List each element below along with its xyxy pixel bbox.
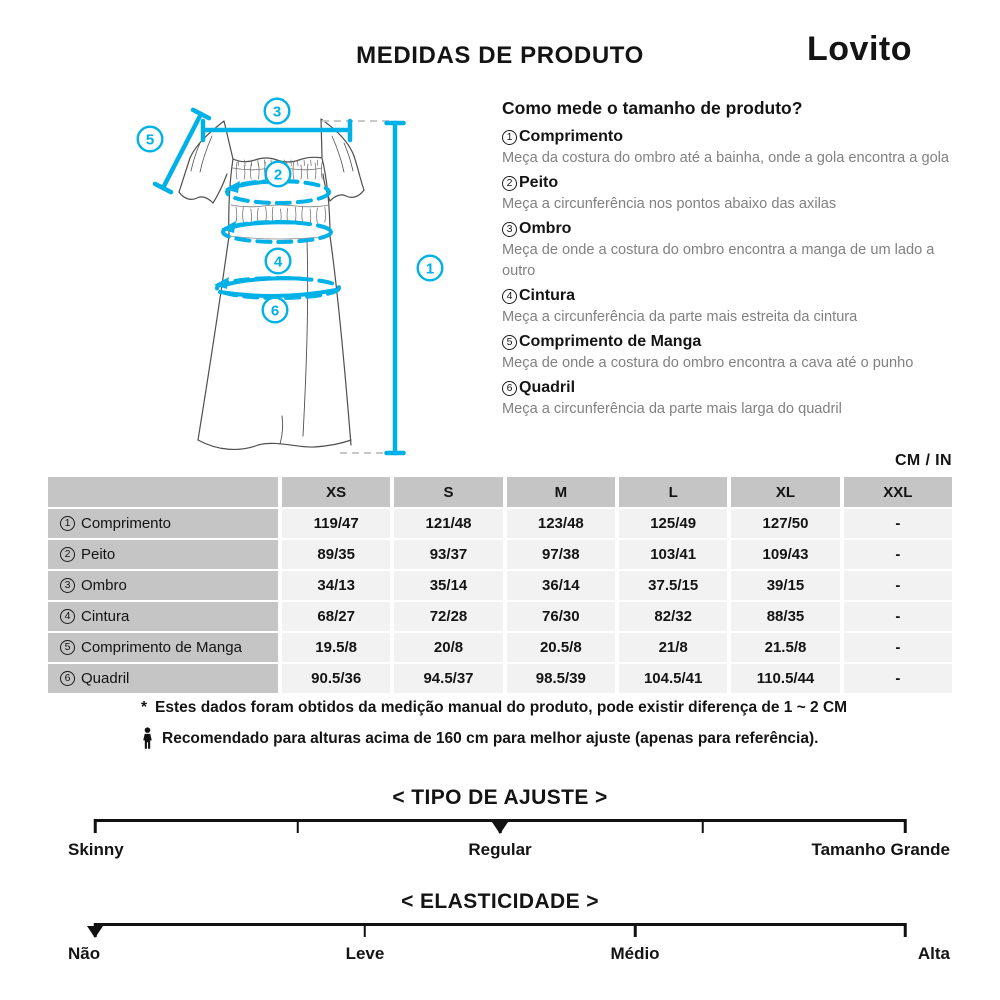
svg-text:4: 4 — [273, 253, 283, 271]
guide-item — [502, 174, 954, 215]
table-row-label — [48, 509, 278, 538]
guide-list — [502, 128, 954, 420]
table-value-cell: 72/28 — [394, 602, 502, 631]
guide-desc: Meça da costura do ombro até a bainha, onde a gola encontra a gola — [502, 150, 950, 166]
table-value-cell: 121/48 — [394, 509, 502, 538]
guide-item — [502, 333, 954, 374]
notes — [141, 699, 901, 760]
table-value-cell: - — [844, 509, 952, 538]
table-size-header: M — [507, 477, 615, 507]
helper-dashes — [322, 121, 391, 453]
item-number-circle: 1 — [502, 130, 517, 145]
svg-text:2: 2 — [273, 166, 283, 184]
table-row-label — [48, 633, 278, 662]
scale-tick — [364, 923, 367, 937]
guide-term-text: Ombro — [519, 220, 572, 237]
table-size-header: XL — [731, 477, 839, 507]
person-icon — [141, 727, 154, 750]
table-value-cell: 103/41 — [619, 540, 727, 569]
table-corner-cell — [48, 477, 278, 507]
guide-term — [502, 333, 954, 351]
row-number-circle: 3 — [60, 578, 75, 593]
scale-labels — [68, 944, 950, 968]
guide-term — [502, 379, 954, 397]
scale-tick — [701, 819, 704, 833]
table-value-cell: - — [844, 571, 952, 600]
scale-marker-icon — [492, 822, 508, 834]
scale-label: Médio — [610, 944, 660, 963]
table-size-header: XXL — [844, 477, 952, 507]
table-value-cell: 68/27 — [282, 602, 390, 631]
scale-tick — [296, 819, 299, 833]
table-value-cell: 104.5/41 — [619, 664, 727, 693]
table-value-cell: - — [844, 602, 952, 631]
table-value-cell: 98.5/39 — [507, 664, 615, 693]
svg-text:1: 1 — [425, 260, 435, 278]
table-row-label — [48, 571, 278, 600]
table-value-cell: 123/48 — [507, 509, 615, 538]
scale-tick — [94, 819, 97, 833]
guide-term-text: Comprimento de Manga — [519, 333, 702, 350]
row-label-text: Cintura — [81, 608, 130, 625]
measure-length-line — [387, 123, 404, 453]
table-value-cell: 35/14 — [394, 571, 502, 600]
table-value-cell: 36/14 — [507, 571, 615, 600]
table-value-cell: 109/43 — [731, 540, 839, 569]
item-number-circle: 2 — [502, 176, 517, 191]
scale-tick — [904, 923, 907, 937]
scale-track — [95, 923, 905, 939]
callout-1 — [418, 256, 443, 281]
guide-heading: Como mede o tamanho de produto? — [502, 98, 803, 118]
scale-label: Alta — [917, 944, 950, 963]
table-value-cell: - — [844, 664, 952, 693]
table-value-cell: 127/50 — [731, 509, 839, 538]
note — [141, 727, 901, 750]
row-label-text: Quadril — [81, 670, 130, 687]
table-value-cell: 37.5/15 — [619, 571, 727, 600]
table-value-cell: 82/32 — [619, 602, 727, 631]
guide-term-text: Comprimento — [519, 128, 623, 145]
callout-3 — [265, 99, 290, 124]
guide-term — [502, 287, 954, 305]
guide-desc: Meça de onde a costura do ombro encontra a cava até o punho — [502, 355, 914, 371]
scale-elasticity — [0, 890, 1000, 968]
note — [141, 699, 901, 717]
note-text: Recomendado para alturas acima de 160 cm para melhor ajuste (apenas para referência). — [162, 729, 819, 747]
row-number-circle: 6 — [60, 671, 75, 686]
callout-2 — [266, 162, 291, 187]
guide-item — [502, 379, 954, 420]
scale-tick — [904, 819, 907, 833]
row-label-text: Comprimento de Manga — [81, 639, 242, 656]
guide-term-text: Quadril — [519, 379, 576, 396]
scale-tick — [634, 923, 637, 937]
scale-track — [95, 819, 905, 835]
guide-desc: Meça a circunferência da parte mais larga do quadril — [502, 401, 842, 417]
callout-6 — [263, 298, 288, 323]
table-value-cell: 94.5/37 — [394, 664, 502, 693]
row-label-text: Peito — [81, 546, 116, 563]
dress-measurement-diagram — [100, 88, 500, 468]
guide-desc: Meça a circunferência nos pontos abaixo das axilas — [502, 196, 837, 212]
row-number-circle: 2 — [60, 547, 75, 562]
table-value-cell: 89/35 — [282, 540, 390, 569]
table-value-cell: - — [844, 633, 952, 662]
row-number-circle: 5 — [60, 640, 75, 655]
row-label-text: Ombro — [81, 577, 127, 594]
table-row-label — [48, 540, 278, 569]
scale-label: Leve — [345, 944, 385, 963]
svg-text:3: 3 — [272, 103, 282, 121]
guide-item — [502, 220, 954, 282]
scale-label: Tamanho Grande — [811, 840, 950, 859]
guide-term-text: Cintura — [519, 287, 575, 304]
scales — [0, 786, 1000, 994]
scale-fit-type — [0, 786, 1000, 864]
item-number-circle: 4 — [502, 289, 517, 304]
table-value-cell: 20/8 — [394, 633, 502, 662]
table-value-cell: 39/15 — [731, 571, 839, 600]
table-value-cell: - — [844, 540, 952, 569]
scale-title: < ELASTICIDADE > — [401, 890, 599, 913]
measure-hip-ellipse — [214, 277, 339, 298]
table-size-header: S — [394, 477, 502, 507]
row-number-circle: 4 — [60, 609, 75, 624]
scale-line — [95, 923, 905, 926]
guide-term — [502, 220, 954, 238]
scale-label: Regular — [468, 840, 532, 859]
table-value-cell: 34/13 — [282, 571, 390, 600]
guide-item — [502, 128, 954, 169]
scale-title: < TIPO DE AJUSTE > — [392, 786, 608, 809]
table-value-cell: 19.5/8 — [282, 633, 390, 662]
table-value-cell: 119/47 — [282, 509, 390, 538]
table-value-cell: 125/49 — [619, 509, 727, 538]
scale-label: Não — [68, 944, 101, 963]
item-number-circle: 5 — [502, 335, 517, 350]
row-number-circle: 1 — [60, 516, 75, 531]
table-value-cell: 97/38 — [507, 540, 615, 569]
note-text: Estes dados foram obtidos da medição manual do produto, pode existir diferença de 1 ~ 2 CM — [155, 699, 848, 716]
table-value-cell: 110.5/44 — [731, 664, 839, 693]
table-row-label — [48, 602, 278, 631]
table-value-cell: 20.5/8 — [507, 633, 615, 662]
callout-5 — [138, 127, 163, 152]
svg-text:5: 5 — [145, 131, 155, 149]
table-value-cell: 21.5/8 — [731, 633, 839, 662]
guide-term-text: Peito — [519, 174, 559, 191]
page-title: MEDIDAS DE PRODUTO — [356, 42, 644, 69]
table-value-cell: 21/8 — [619, 633, 727, 662]
svg-text:6: 6 — [270, 302, 280, 320]
table-value-cell: 76/30 — [507, 602, 615, 631]
guide-desc: Meça a circunferência da parte mais estreita da cintura — [502, 309, 858, 325]
guide-term — [502, 174, 954, 192]
guide-term — [502, 128, 954, 146]
guide-desc: Meça de onde a costura do ombro encontra a manga de um lado a outro — [502, 242, 935, 279]
item-number-circle: 3 — [502, 222, 517, 237]
scale-marker-icon — [87, 926, 103, 938]
units-label: CM / IN — [894, 452, 952, 469]
measure-guide — [502, 98, 954, 420]
scale-label: Skinny — [68, 840, 124, 859]
guide-item — [502, 287, 954, 328]
row-label-text: Comprimento — [81, 515, 172, 532]
asterisk-marker: * — [141, 699, 148, 716]
scale-labels — [68, 840, 950, 864]
callout-4 — [266, 249, 291, 274]
size-table — [48, 477, 952, 693]
table-value-cell: 93/37 — [394, 540, 502, 569]
table-value-cell: 88/35 — [731, 602, 839, 631]
table-value-cell: 90.5/36 — [282, 664, 390, 693]
table-size-header: XS — [282, 477, 390, 507]
brand-logo: Lovito — [807, 30, 912, 68]
item-number-circle: 6 — [502, 381, 517, 396]
table-size-header: L — [619, 477, 727, 507]
table-row-label — [48, 664, 278, 693]
